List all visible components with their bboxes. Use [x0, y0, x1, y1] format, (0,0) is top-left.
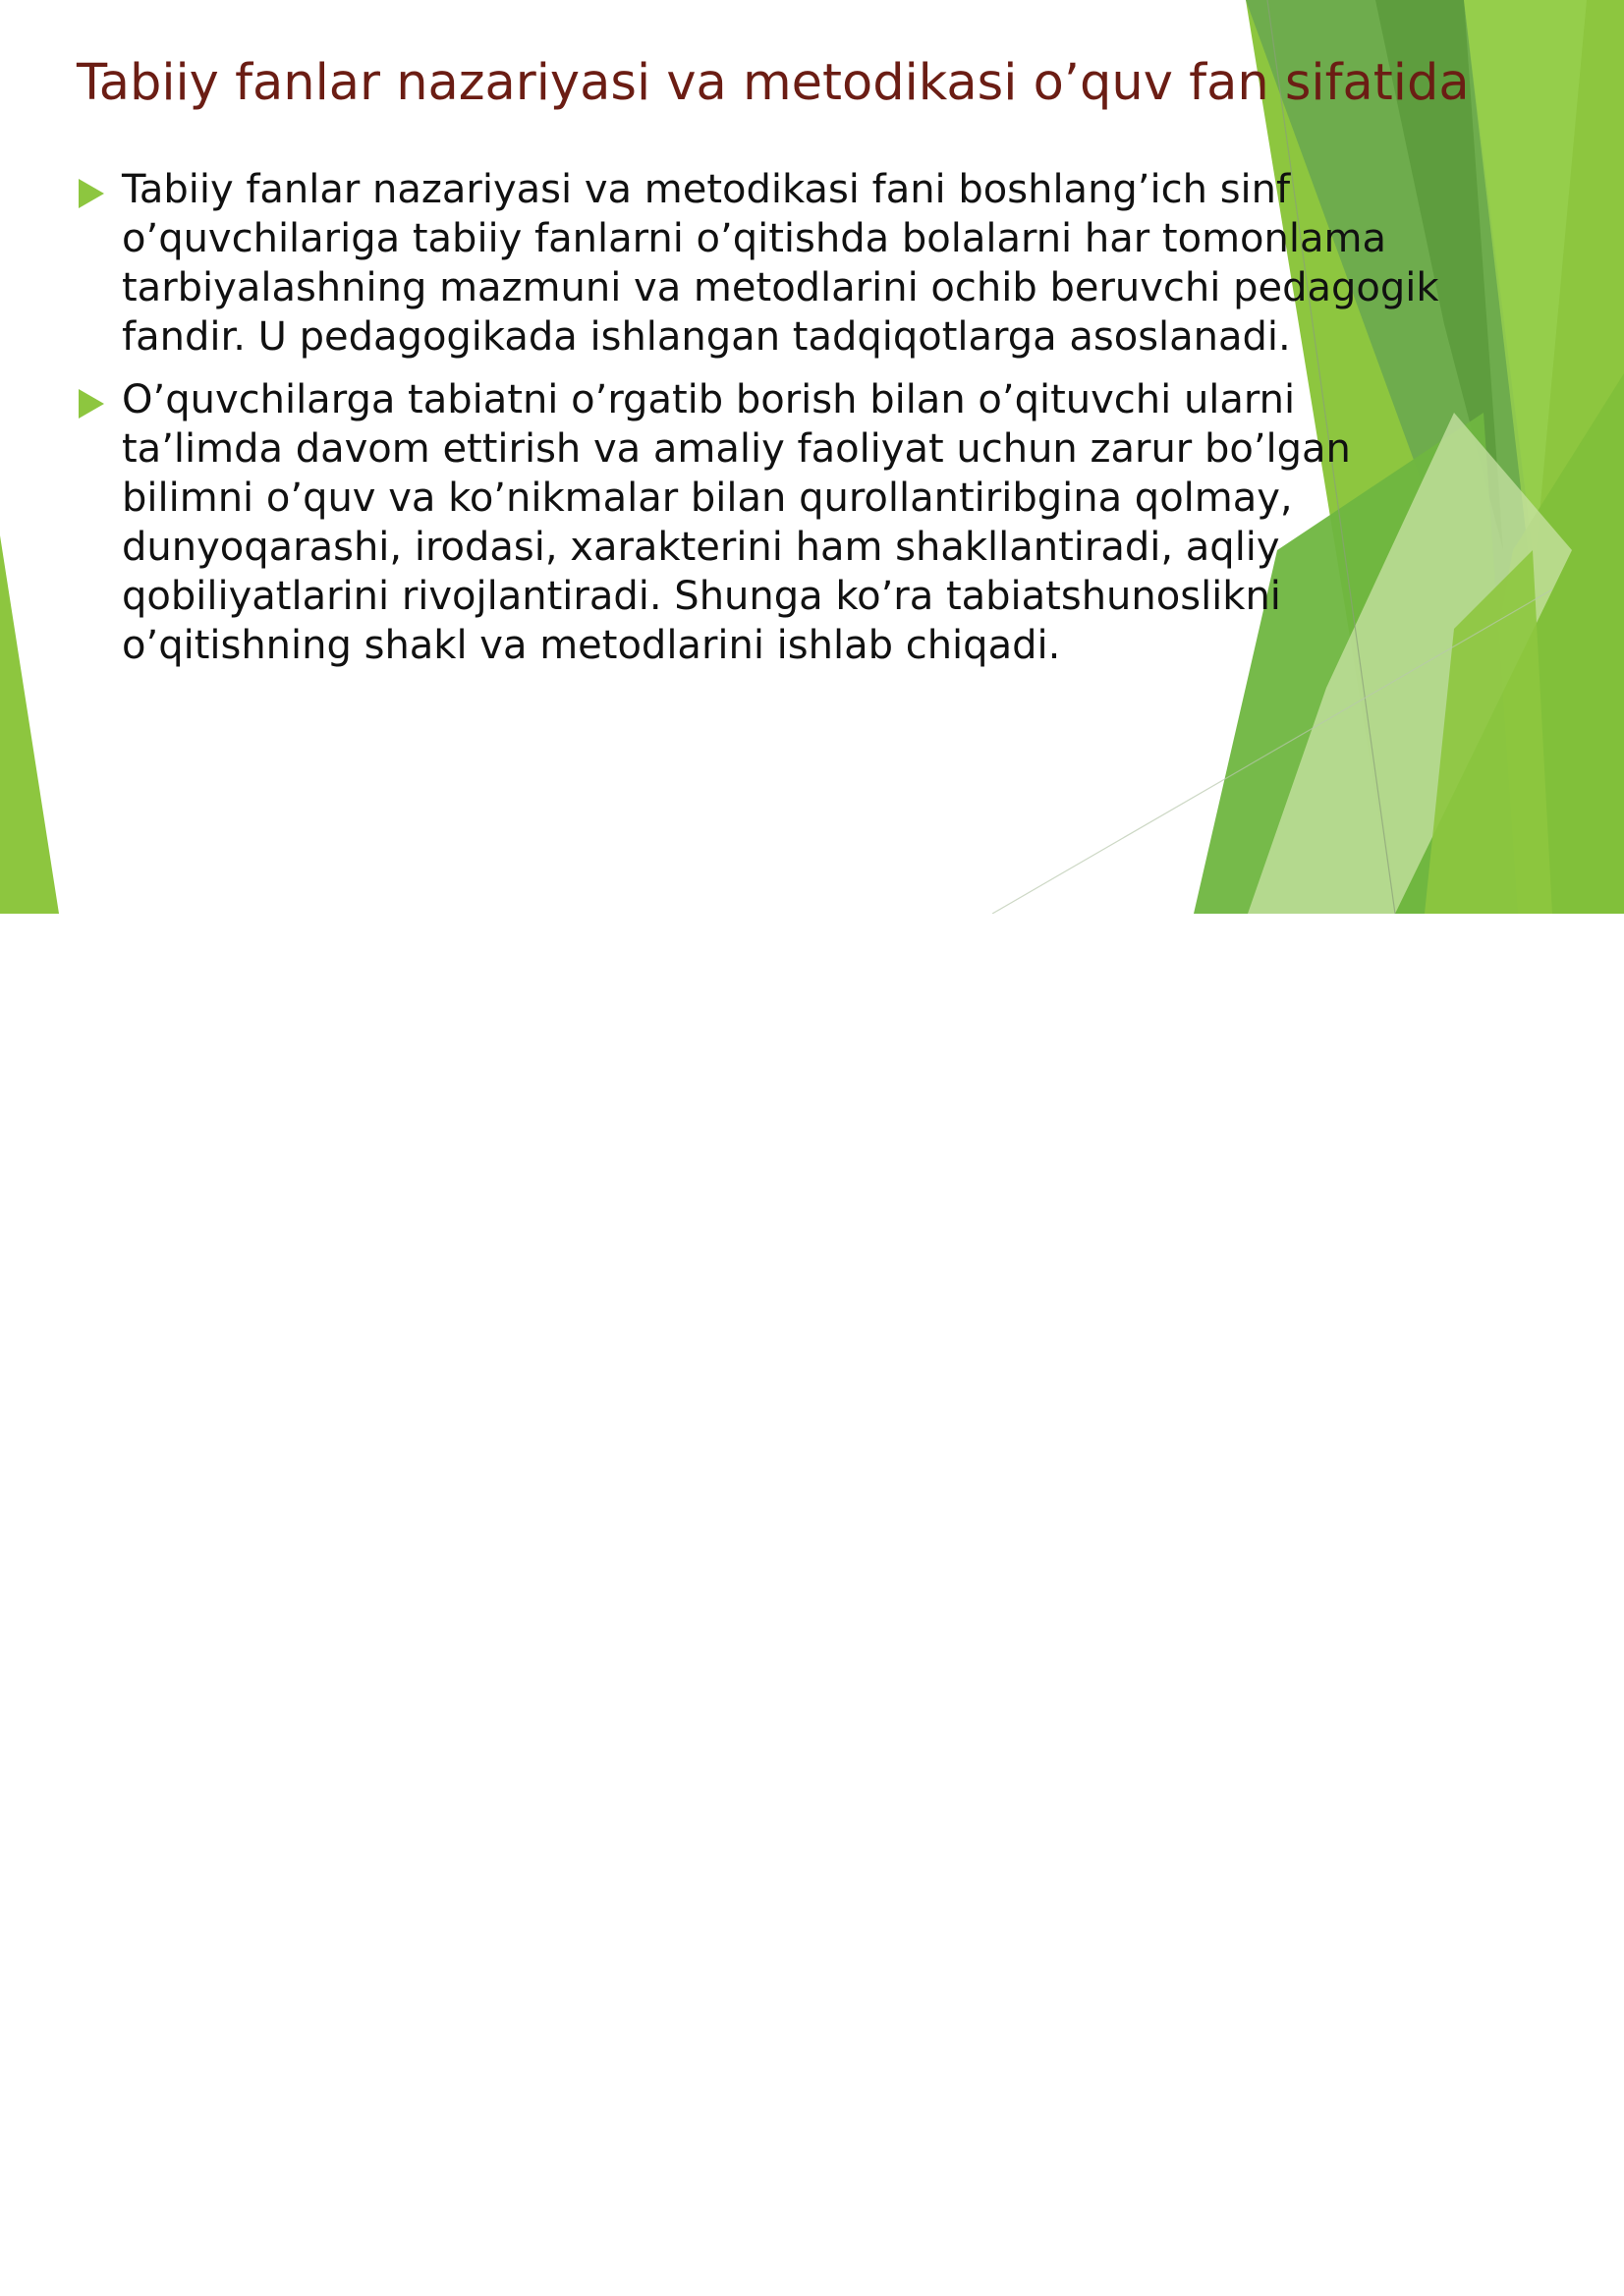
bullet-item [79, 165, 1493, 362]
bullet-item [79, 375, 1493, 670]
bullet-text: O’quvchilarga tabiatni o’rgatib borish bilan o’qituvchi ularni ta’limda davom ettirish va amaliy faoliyat uchun zarur bo’lgan bilimni o’quv va ko’nikmalar bilan qurollantiribgina qolmay, dunyoqarashi, irodasi, xarakterini ham shakllantiradi, aqliy qobiliyatlarini rivojlantiradi. Shunga ko’ra tabiatshunoslikni o’qitishning shakl va metodlarini ishlab chiqadi. [122, 377, 1351, 668]
facet-shape [0, 535, 59, 914]
right-triangle-bullet-icon [79, 389, 104, 419]
slide-title: Tabiiy fanlar nazariyasi va metodikasi o’quv fan sifatida [77, 54, 1470, 112]
slide [0, 0, 1624, 914]
bullet-text: Tabiiy fanlar nazariyasi va metodikasi fani boshlang’ich sinf o’quvchilariga tabiiy fanlarni o’qitishda bolalarni har tomonlama tarbiyalashning mazmuni va metodlarini ochib beruvchi pedagogik fandir. U pedagogikada ishlangan tadqiqotlarga asoslanadi. [122, 167, 1439, 360]
bullet-list [79, 165, 1493, 684]
right-triangle-bullet-icon [79, 179, 104, 208]
